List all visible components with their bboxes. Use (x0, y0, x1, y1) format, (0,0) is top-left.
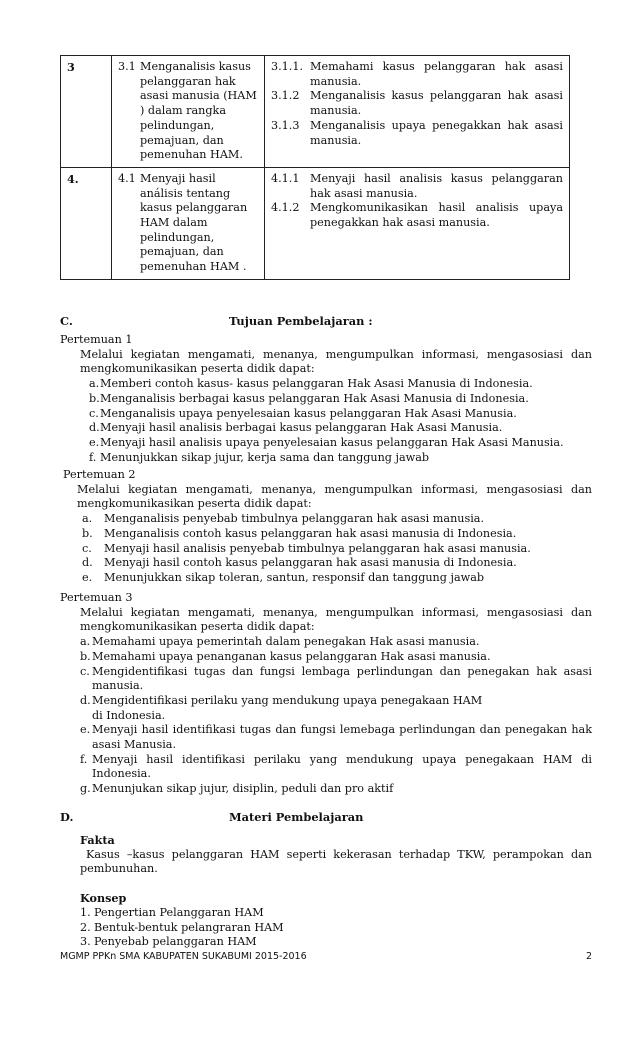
indicator-number: 3.1.3 (271, 118, 300, 132)
indicator-number: 3.1.2 (271, 89, 300, 103)
list-item: 2. Bentuk-bentuk pelangraran HAM (80, 920, 284, 934)
section-title: Materi Pembelajaran (229, 810, 364, 824)
list-item: c. Menganalisis upaya penyelesaian kasus pelanggaran Hak Asasi Manusia. (89, 406, 517, 420)
row-number: 3 (61, 56, 112, 168)
list-item: 1. Pengertian Pelanggaran HAM (80, 905, 264, 919)
list-item: c. Menyaji hasil analisis penyebab timbulnya pelanggaran hak asasi manusia. (82, 541, 531, 555)
indicator-text: Menyaji hasil analisis kasus pelanggaran hak asasi manusia. (310, 171, 563, 200)
meeting-title: Pertemuan 3 (60, 591, 133, 604)
list-item: a. Memberi contoh kasus- kasus pelanggaran Hak Asasi Manusia di Indonesia. (89, 377, 533, 391)
meeting-3 (60, 591, 592, 797)
meeting-1 (60, 333, 592, 465)
meeting-title: Pertemuan 2 (63, 468, 136, 481)
list-item: f. Menyaji hasil identifikasi perilaku yang mendukung upaya penegakaan HAM di Indonesia. (80, 752, 592, 781)
kd-cell (112, 56, 265, 168)
meeting-title: Pertemuan 1 (60, 333, 133, 346)
page-number: 2 (585, 951, 592, 962)
indicator-number: 3.1.1. (271, 60, 304, 73)
meeting-intro: Melalui kegiatan mengamati, menanya, mengumpulkan informasi, mengasosiasi dan mengkomunikasikan peserta didik dapat: (77, 482, 592, 511)
list-item: d. Menyaji hasil contoh kasus pelanggaran hak asasi manusia di Indonesia. (82, 556, 517, 570)
indicator-number: 4.1.2 (271, 201, 300, 215)
meeting-intro: Melalui kegiatan mengamati, menanya, mengumpulkan informasi, mengasosiasi dan mengkomunikasikan peserta didik dapat: (80, 347, 592, 376)
table-row (61, 56, 570, 168)
list-item: a. Menganalisis penyebab timbulnya pelanggaran hak asasi manusia. (82, 512, 485, 526)
indicator-number: 4.1.1 (271, 171, 300, 185)
list-item: e. Menyaji hasil analisis upaya penyelesaian kasus pelanggaran Hak Asasi Manusia. (89, 435, 564, 449)
list-item: g. Menunjukan sikap jujur, disiplin, peduli dan pro aktif (80, 782, 394, 796)
list-item: b. Menganalisis berbagai kasus pelanggaran Hak Asasi Manusia di Indonesia. (89, 391, 529, 405)
list-item: 3. Penyebab pelanggaran HAM (80, 935, 257, 949)
indicator-item (271, 89, 563, 118)
list-item: b. Memahami upaya penanganan kasus pelanggaran Hak asasi manusia. (80, 649, 491, 663)
indicator-text: Menganalisis upaya penegakkan hak asasi manusia. (310, 118, 563, 147)
kd-text: Menyaji hasil análisis tentang kasus pelanggaran HAM dalam pelindungan, pemajuan, dan pemenuhan HAM . (140, 171, 248, 274)
indicator-item (271, 60, 563, 89)
indicator-text: Mengkomunikasikan hasil analisis upaya penegakkan hak asasi manusia. (310, 201, 563, 230)
kd-number: 3.1 (118, 60, 136, 73)
indicator-item (271, 172, 563, 201)
meeting-2 (63, 468, 592, 586)
list-item: e. Menunjukkan sikap toleran, santun, responsif dan tanggung jawab (82, 570, 485, 584)
footer-text: MGMP PPKn SMA KABUPATEN SUKABUMI 2015-2016 (60, 951, 307, 962)
list-item: e. Menyaji hasil identifikasi tugas dan fungsi lemebaga perlindungan dan penegakan hak asasi Manusia. (80, 723, 592, 752)
section-letter: D. (60, 810, 74, 824)
indicator-item (271, 119, 563, 148)
kd-text: Menganalisis kasus pelanggaran hak asasi manusia (HAM ) dalam rangka pelindungan, pemajuan, dan pemenuhan HAM. (140, 60, 257, 162)
list-item: c. Mengidentifikasi tugas dan fungsi lembaga perlindungan dan penegakan hak asasi manusia. (80, 664, 592, 693)
list-item: d. Mengidentifikasi perilaku yang mendukung upaya penegakaan HAM di Indonesia. (80, 693, 483, 722)
row-number: 4. (61, 167, 112, 279)
section-letter: C. (60, 314, 73, 328)
fakta-title: Fakta (80, 833, 115, 847)
materi-content (80, 833, 592, 950)
indicator-text: Menganalisis kasus pelanggaran hak asasi manusia. (310, 89, 563, 118)
meeting-intro: Melalui kegiatan mengamati, menanya, mengumpulkan informasi, mengasosiasi dan mengkomunikasikan peserta didik dapat: (80, 605, 592, 634)
fakta-text: Kasus –kasus pelanggaran HAM seperti kekerasan terhadap TKW, perampokan dan pembunuhan. (80, 847, 592, 876)
list-item: a. Memahami upaya pemerintah dalam penegakan Hak asasi manusia. (80, 635, 480, 649)
indicator-cell (265, 167, 570, 279)
list-item: f. Menunjukkan sikap jujur, kerja sama dan tanggung jawab (89, 450, 430, 464)
konsep-title: Konsep (80, 891, 127, 906)
list-item: d. Menyaji hasil analisis berbagai kasus pelanggaran Hak Asasi Manusia. (89, 421, 503, 435)
kd-cell (112, 167, 265, 279)
list-item: b. Menganalisis contoh kasus pelanggaran hak asasi manusia di Indonesia. (82, 526, 517, 540)
kd-number: 4.1 (118, 171, 136, 185)
indicator-text: Memahami kasus pelanggaran hak asasi manusia. (310, 60, 563, 88)
kd-indicator-table (60, 55, 570, 280)
indicator-item (271, 201, 563, 230)
section-title: Tujuan Pembelajaran : (229, 314, 373, 328)
indicator-cell (265, 56, 570, 168)
table-row (61, 167, 570, 279)
